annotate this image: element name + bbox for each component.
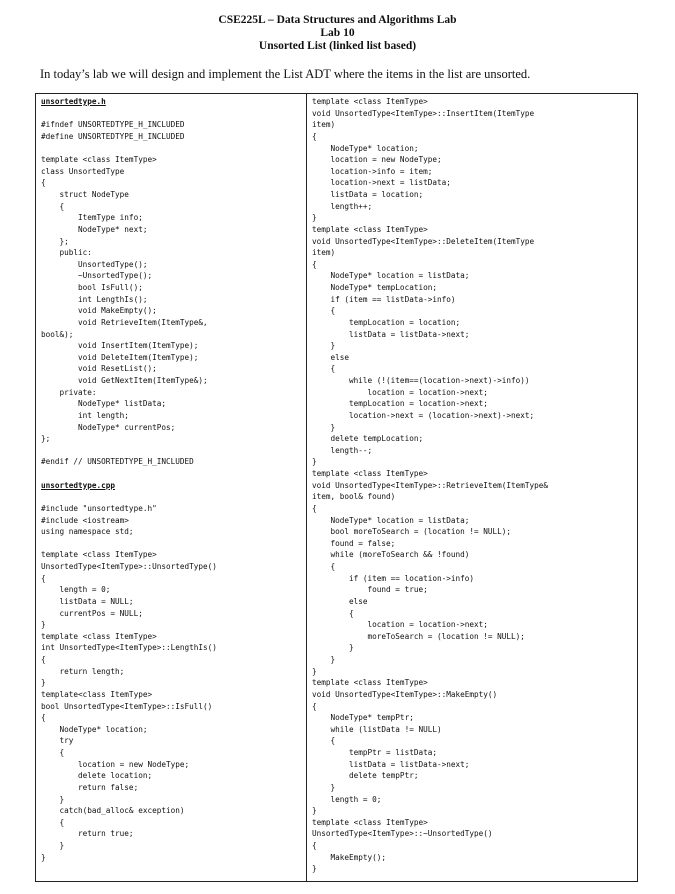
code-line: { bbox=[41, 713, 46, 723]
code-line: { bbox=[41, 201, 65, 211]
code-line: bool moreToSearch = (location != NULL); bbox=[312, 527, 512, 537]
code-line: NodeType* currentPos; bbox=[41, 422, 176, 432]
code-line: found = false; bbox=[312, 538, 396, 548]
code-line: } bbox=[41, 620, 46, 630]
code-line: { bbox=[312, 608, 354, 618]
code-line: else bbox=[312, 352, 350, 362]
code-line: template<class ItemType> bbox=[41, 689, 153, 699]
code-line: NodeType* tempPtr; bbox=[312, 713, 414, 723]
code-line: UnsortedType<ItemType>::~UnsortedType() bbox=[312, 829, 493, 839]
code-line: #include "unsortedtype.h" bbox=[41, 503, 157, 513]
code-line: ItemType info; bbox=[41, 213, 143, 223]
code-line: tempPtr = listData; bbox=[312, 748, 437, 757]
code-line: void UnsortedType<ItemType>::RetrieveItem(ItemType& bbox=[312, 480, 549, 490]
code-line bbox=[41, 143, 303, 155]
code-line: item) bbox=[312, 248, 336, 258]
code-line: NodeType* next; bbox=[41, 224, 148, 234]
code-line: template <class ItemType> bbox=[312, 97, 428, 106]
code-line: delete location; bbox=[41, 771, 153, 781]
code-line: MakeEmpty(); bbox=[312, 852, 387, 862]
code-line: listData = listData->next; bbox=[312, 759, 470, 769]
code-line: location = new NodeType; bbox=[312, 155, 442, 165]
code-line: listData = location; bbox=[312, 190, 424, 199]
code-line: void ResetList(); bbox=[41, 364, 157, 374]
code-line: #endif // UNSORTEDTYPE_H_INCLUDED bbox=[41, 457, 194, 467]
code-line: } bbox=[312, 213, 317, 223]
code-line: } bbox=[312, 666, 317, 676]
code-line: length++; bbox=[312, 201, 373, 211]
code-line: template <class ItemType> bbox=[41, 631, 157, 641]
code-line: } bbox=[41, 852, 46, 862]
code-line: } bbox=[312, 782, 336, 792]
code-line: template <class ItemType> bbox=[312, 469, 428, 478]
code-line: { bbox=[41, 655, 46, 664]
code-line: } bbox=[41, 841, 65, 850]
code-line: location->next = (location->next)->next; bbox=[312, 410, 535, 420]
file-name-heading: unsortedtype.h bbox=[41, 97, 106, 106]
code-line: } bbox=[312, 457, 317, 467]
code-line: { bbox=[312, 841, 317, 850]
code-line: } bbox=[312, 341, 336, 351]
code-line: item) bbox=[312, 120, 336, 130]
code-line: while (listData != NULL) bbox=[312, 724, 442, 734]
code-line: void UnsortedType<ItemType>::MakeEmpty() bbox=[312, 689, 498, 699]
code-line: int UnsortedType<ItemType>::LengthIs() bbox=[41, 643, 217, 653]
code-line: if (item == listData->info) bbox=[312, 294, 456, 304]
code-line: if (item == location->info) bbox=[312, 573, 474, 583]
code-line: delete tempLocation; bbox=[312, 434, 424, 444]
code-line: int length; bbox=[41, 410, 129, 420]
code-line: void InsertItem(ItemType); bbox=[41, 341, 199, 351]
code-line: } bbox=[312, 422, 336, 432]
code-line: moreToSearch = (location != NULL); bbox=[312, 631, 525, 641]
lab-topic: Unsorted List (linked list based) bbox=[258, 40, 417, 52]
code-line: catch(bad_alloc& exception) bbox=[41, 806, 185, 816]
code-line: } bbox=[312, 655, 336, 664]
code-line: found = true; bbox=[312, 585, 428, 595]
code-line: }; bbox=[41, 236, 69, 246]
code-line: length = 0; bbox=[312, 794, 382, 804]
code-line: #define UNSORTEDTYPE_H_INCLUDED bbox=[41, 131, 185, 141]
code-line: #include <iostream> bbox=[41, 515, 129, 525]
code-line: location->next = listData; bbox=[312, 178, 451, 188]
code-line: template <class ItemType> bbox=[41, 550, 157, 560]
code-line: { bbox=[312, 562, 336, 571]
code-line: location = location->next; bbox=[312, 620, 488, 630]
code-line: } bbox=[312, 864, 317, 874]
code-line: } bbox=[41, 794, 65, 804]
code-line: { bbox=[312, 364, 336, 374]
code-line: { bbox=[41, 817, 65, 827]
code-line: public: bbox=[41, 248, 92, 258]
code-line: length--; bbox=[312, 445, 373, 455]
code-line: { bbox=[41, 748, 65, 757]
code-line: NodeType* location; bbox=[41, 724, 148, 734]
code-line: tempLocation = location; bbox=[312, 317, 461, 327]
code-line: { bbox=[41, 573, 46, 583]
code-line: NodeType* listData; bbox=[41, 399, 166, 409]
code-line: } bbox=[41, 678, 46, 688]
code-line: bool IsFull(); bbox=[41, 283, 143, 292]
code-line: void DeleteItem(ItemType); bbox=[41, 352, 199, 362]
code-line: return false; bbox=[41, 782, 139, 792]
code-line: location = location->next; bbox=[312, 387, 488, 397]
code-line bbox=[41, 108, 303, 120]
code-table bbox=[35, 93, 638, 882]
code-line: listData = listData->next; bbox=[312, 329, 470, 339]
code-line: currentPos = NULL; bbox=[41, 608, 143, 618]
code-line: }; bbox=[41, 434, 51, 444]
code-line: item, bool& found) bbox=[312, 492, 396, 502]
code-line: { bbox=[312, 701, 317, 711]
code-line: void GetNextItem(ItemType&); bbox=[41, 376, 208, 385]
code-line: try bbox=[41, 736, 74, 746]
code-line: } bbox=[312, 643, 354, 653]
code-line: { bbox=[312, 131, 317, 141]
code-line: listData = NULL; bbox=[41, 596, 134, 606]
code-line: { bbox=[41, 178, 46, 188]
code-line: void MakeEmpty(); bbox=[41, 306, 157, 316]
code-line: template <class ItemType> bbox=[41, 155, 157, 165]
code-line: NodeType* location = listData; bbox=[312, 271, 470, 281]
code-line: delete tempPtr; bbox=[312, 771, 419, 781]
code-line: { bbox=[312, 503, 317, 513]
code-line: template <class ItemType> bbox=[312, 817, 428, 827]
code-line: void UnsortedType<ItemType>::DeleteItem(ItemType bbox=[312, 236, 535, 246]
code-line bbox=[41, 445, 303, 457]
lab-header bbox=[0, 14, 675, 53]
code-line: class UnsortedType bbox=[41, 166, 125, 176]
code-line bbox=[41, 538, 303, 550]
left-code-column bbox=[41, 96, 303, 863]
code-line: tempLocation = location->next; bbox=[312, 399, 488, 409]
code-line: } bbox=[312, 806, 317, 816]
code-line: length = 0; bbox=[41, 585, 111, 595]
right-code-column bbox=[312, 96, 634, 875]
code-line: bool&); bbox=[41, 329, 74, 339]
code-line: while (moreToSearch && !found) bbox=[312, 550, 470, 560]
code-line: else bbox=[312, 596, 368, 606]
intro-paragraph: In today’s lab we will design and implement the List ADT where the items in the list are unsorted. bbox=[40, 67, 531, 81]
code-line: template <class ItemType> bbox=[312, 678, 428, 688]
code-line: int LengthIs(); bbox=[41, 294, 148, 304]
code-line: { bbox=[312, 306, 336, 316]
code-line: return length; bbox=[41, 666, 125, 676]
code-line: NodeType* location; bbox=[312, 143, 419, 153]
code-line: while (!(item==(location->next)->info)) bbox=[312, 376, 530, 385]
code-line: UnsortedType<ItemType>::UnsortedType() bbox=[41, 562, 217, 571]
code-line: location->info = item; bbox=[312, 166, 433, 176]
code-line bbox=[41, 468, 303, 480]
code-line: return true; bbox=[41, 829, 134, 839]
code-line: { bbox=[312, 736, 336, 746]
code-line: struct NodeType bbox=[41, 190, 129, 199]
file-name-heading: unsortedtype.cpp bbox=[41, 480, 116, 490]
code-line: { bbox=[312, 259, 317, 269]
code-line: bool UnsortedType<ItemType>::IsFull() bbox=[41, 701, 213, 711]
code-line: void UnsortedType<ItemType>::InsertItem(ItemType bbox=[312, 108, 535, 118]
code-line: NodeType* tempLocation; bbox=[312, 283, 437, 292]
code-line: void RetrieveItem(ItemType&, bbox=[41, 317, 208, 327]
code-line bbox=[41, 491, 303, 503]
lab-number: Lab 10 bbox=[320, 27, 355, 39]
code-line: NodeType* location = listData; bbox=[312, 515, 470, 525]
course-title: CSE225L – Data Structures and Algorithms Lab bbox=[218, 14, 457, 26]
column-divider bbox=[306, 94, 307, 881]
code-line: #ifndef UNSORTEDTYPE_H_INCLUDED bbox=[41, 120, 185, 130]
code-line: UnsortedType(); bbox=[41, 259, 148, 269]
code-line: ~UnsortedType(); bbox=[41, 271, 153, 281]
code-line: private: bbox=[41, 387, 97, 397]
code-line: location = new NodeType; bbox=[41, 759, 190, 769]
code-line: template <class ItemType> bbox=[312, 224, 428, 234]
code-line: using namespace std; bbox=[41, 527, 134, 537]
